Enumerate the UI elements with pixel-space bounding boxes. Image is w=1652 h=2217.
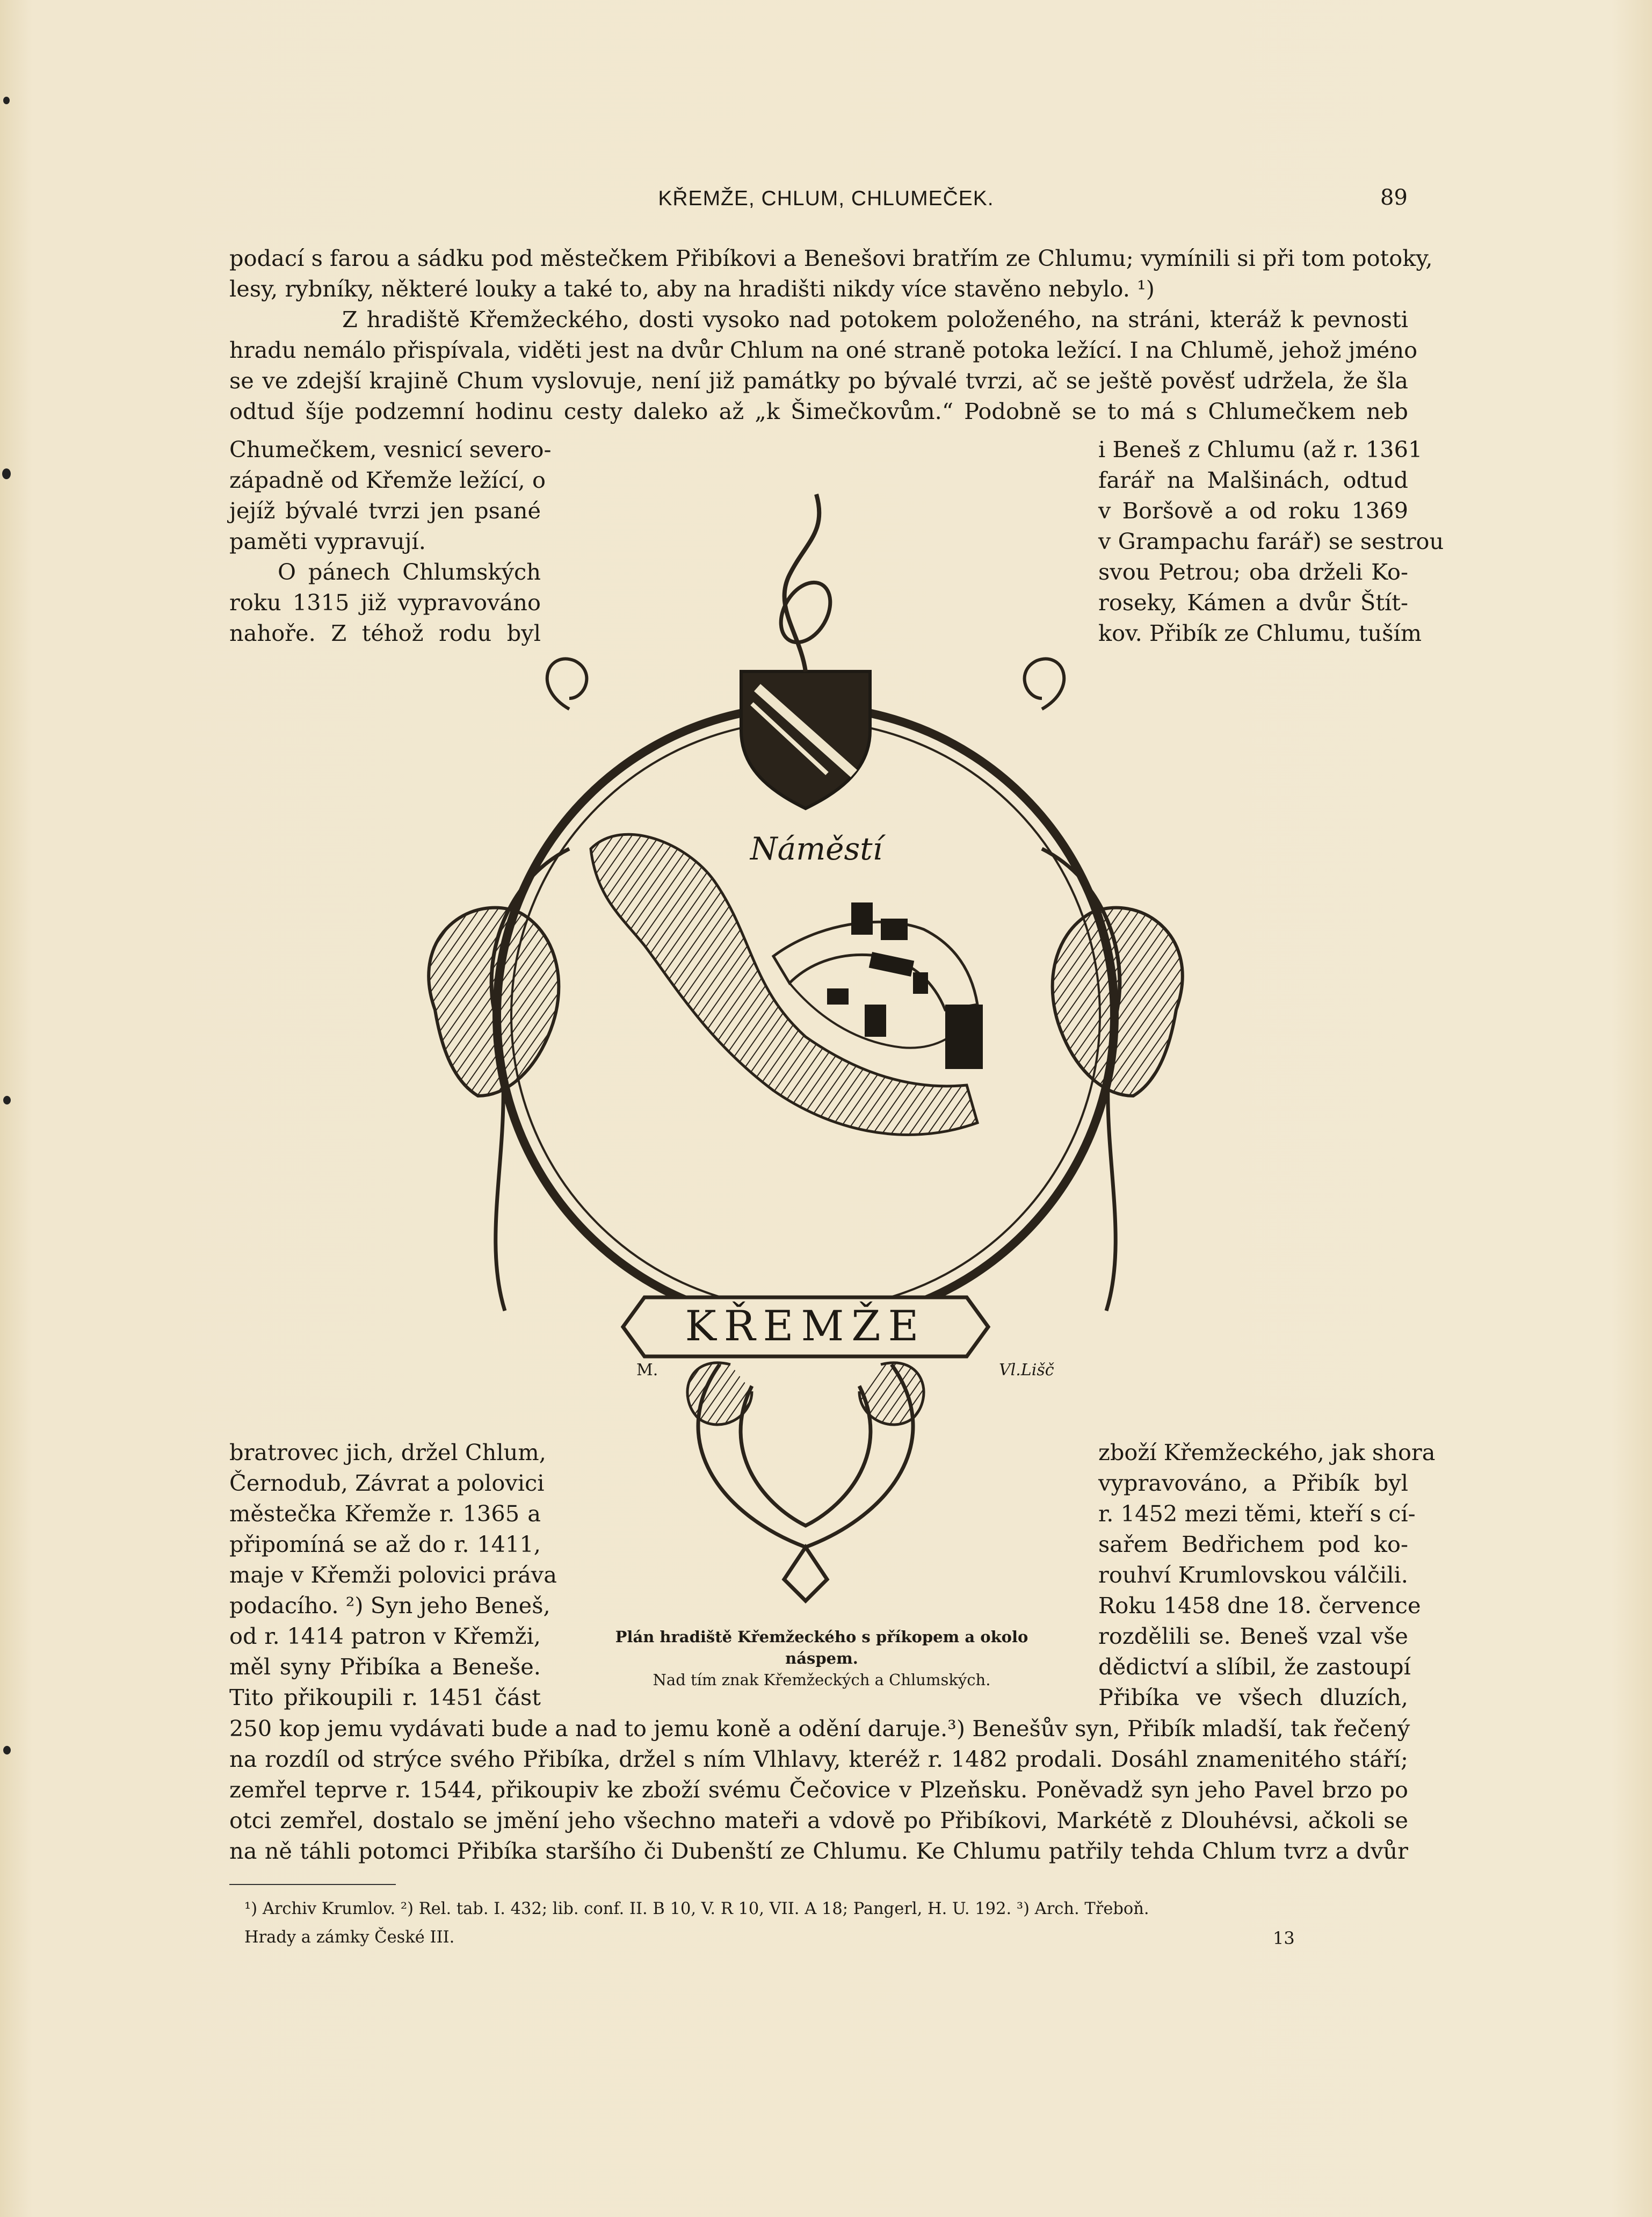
binding-hole [3, 97, 10, 104]
text-line: jejíž bývalé tvrzi jen psané [229, 497, 541, 524]
text-line: paměti vypravují. [229, 528, 426, 554]
map-label: Náměstí [750, 831, 883, 867]
binding-hole [3, 1096, 11, 1104]
text-line: Roku 1458 dne 18. července [1098, 1592, 1421, 1619]
text-line: i Beneš z Chlumu (až r. 1361 [1098, 436, 1423, 463]
text-line: Přibíka ve všech dluzích, [1098, 1684, 1408, 1710]
text-line: Z hradiště Křemžeckého, dosti vysoko nad potokem položeného, na stráni, kteráž k pevnosti [342, 306, 1408, 333]
binding-hole [2, 468, 11, 479]
text-line: na ně táhli potomci Přibíka staršího či Dubenští ze Chlumu. Ke Chlumu patřily tehda Chlum tvrz a dvůr [229, 1838, 1408, 1864]
banner-text: KŘEMŽE [685, 1302, 926, 1351]
text-line: farář na Malšinách, odtud [1098, 467, 1408, 493]
text-line: dědictví a slíbil, že zastoupí [1098, 1653, 1411, 1680]
text-line: podací s farou a sádku pod městečkem Přibíkovi a Benešovi bratřím ze Chlumu; vymínili si při tom potoky, [229, 245, 1433, 271]
text-line: bratrovec jich, držel Chlum, [229, 1439, 546, 1465]
text-line: 250 kop jemu vydávati bude a nad to jemu koně a odění daruje.³) Benešův syn, Přibík mladší, tak řečený [229, 1715, 1410, 1742]
signature-line: Hrady a zámky České III. [244, 1928, 455, 1947]
text-line: otci zemřel, dostalo se jmění jeho všechno mateři a vdově po Přibíkovi, Markétě z Dlouhévsi, ačkoli se [229, 1807, 1408, 1833]
text-line: lesy, rybníky, některé louky a také to, aby na hradišti nikdy více stavěno nebylo. ¹) [229, 276, 1155, 302]
text-line: připomíná se až do r. 1411, [229, 1531, 541, 1557]
sheet-number: 13 [1273, 1928, 1295, 1948]
right-column-bottom [1098, 1437, 1436, 1713]
lower-leaf [859, 1363, 924, 1425]
building [851, 902, 873, 935]
text-line: r. 1452 mezi těmi, kteří s cí- [1098, 1500, 1416, 1527]
text-line: na rozdíl od strýce svého Přibíka, držel s ním Vlhlavy, kteréž r. 1482 prodali. Dosáhl znamenitého stáří; [229, 1746, 1408, 1772]
text-line: nahoře. Z téhož rodu byl [229, 620, 541, 646]
figure-caption [580, 1626, 1063, 1691]
building [827, 988, 849, 1005]
footnote-rule [229, 1884, 396, 1885]
text-line: kov. Přibík ze Chlumu, tuším [1098, 620, 1422, 646]
vine-loop [771, 574, 840, 651]
tendril [1025, 659, 1064, 709]
running-title: KŘEMŽE, CHLUM, CHLUMEČEK. [658, 187, 994, 210]
text-line: maje v Křemži polovici práva [229, 1562, 557, 1588]
text-line: Černodub, Závrat a polovici [229, 1470, 545, 1496]
text-line: zemřel teprve r. 1544, přikoupiv ke zboží svému Čečovice v Plzeňsku. Poněvadž syn jeho Pavel brzo po [229, 1777, 1408, 1803]
text-line: roku 1315 již vypravováno [229, 589, 541, 616]
footnotes: ¹) Archiv Krumlov. ²) Rel. tab. I. 432; lib. conf. II. B 10, V. R 10, VII. A 18; Pangerl, H. U. 192. ³) Arch. Třeboň. [244, 1900, 1149, 1918]
text-line: od r. 1414 patron v Křemži, [229, 1623, 541, 1649]
bottom-paragraph [229, 1713, 1408, 1866]
text-line: roseky, Kámen a dvůr Štít- [1098, 589, 1408, 616]
text-line: městečka Křemže r. 1365 a [229, 1500, 541, 1527]
artist-monogram: M. [636, 1361, 658, 1380]
caption-line: Nad tím znak Křemžeckých a Chlumských. [653, 1671, 991, 1689]
text-line: v Boršově a od roku 1369 [1098, 497, 1408, 524]
text-line: hradu nemálo přispívala, viděti jest na dvůr Chlum na oné straně potoka ležící. I na Chlumě, jehož jméno [229, 337, 1418, 363]
tendril [547, 659, 587, 709]
text-line: odtud šíje podzemní hodinu cesty daleko až „k Šimečkovům.“ Podobně se to má s Chlumečkem neb [229, 398, 1408, 424]
building [945, 1005, 983, 1069]
text-line: podacího. ²) Syn jeho Beneš, [229, 1592, 550, 1619]
top-paragraph [229, 243, 1433, 427]
text-line: západně od Křemže ležící, o [229, 467, 546, 493]
text-line: měl syny Přibíka a Beneše. [229, 1653, 541, 1680]
text-line: Chumečkem, vesnicí severo- [229, 436, 552, 463]
text-line: vypravováno, a Přibík byl [1098, 1470, 1408, 1496]
building [865, 1005, 886, 1037]
binding-hole [3, 1746, 11, 1754]
lower-leaf [687, 1363, 752, 1425]
text-line: sařem Bedřichem pod ko- [1098, 1531, 1408, 1557]
text-line: zboží Křemžeckého, jak shora [1098, 1439, 1436, 1465]
artist-signature: Vl.Lišč [999, 1361, 1054, 1380]
text-line: Tito přikoupili r. 1451 část [229, 1684, 541, 1710]
text-line: rouhví Krumlovskou válčili. [1098, 1562, 1408, 1588]
text-line: se ve zdejší krajině Chum vyslovuje, není již památky po bývalé tvrzi, ač se ještě pověsť udržela, že šla [229, 367, 1408, 394]
building [913, 972, 928, 994]
caption-line: Plán hradiště Křemžeckého s příkopem a okolo náspem. [615, 1628, 1028, 1667]
building [869, 952, 914, 977]
left-column-bottom [229, 1437, 557, 1713]
text-line: svou Petrou; oba drželi Ko- [1098, 559, 1408, 585]
text-line: O pánech Chlumských [278, 559, 541, 585]
page-number: 89 [1380, 185, 1408, 210]
text-line: v Grampachu farář) se sestrou [1098, 528, 1444, 554]
text-line: rozdělili se. Beneš vzal vše [1098, 1623, 1408, 1649]
building [881, 919, 908, 940]
